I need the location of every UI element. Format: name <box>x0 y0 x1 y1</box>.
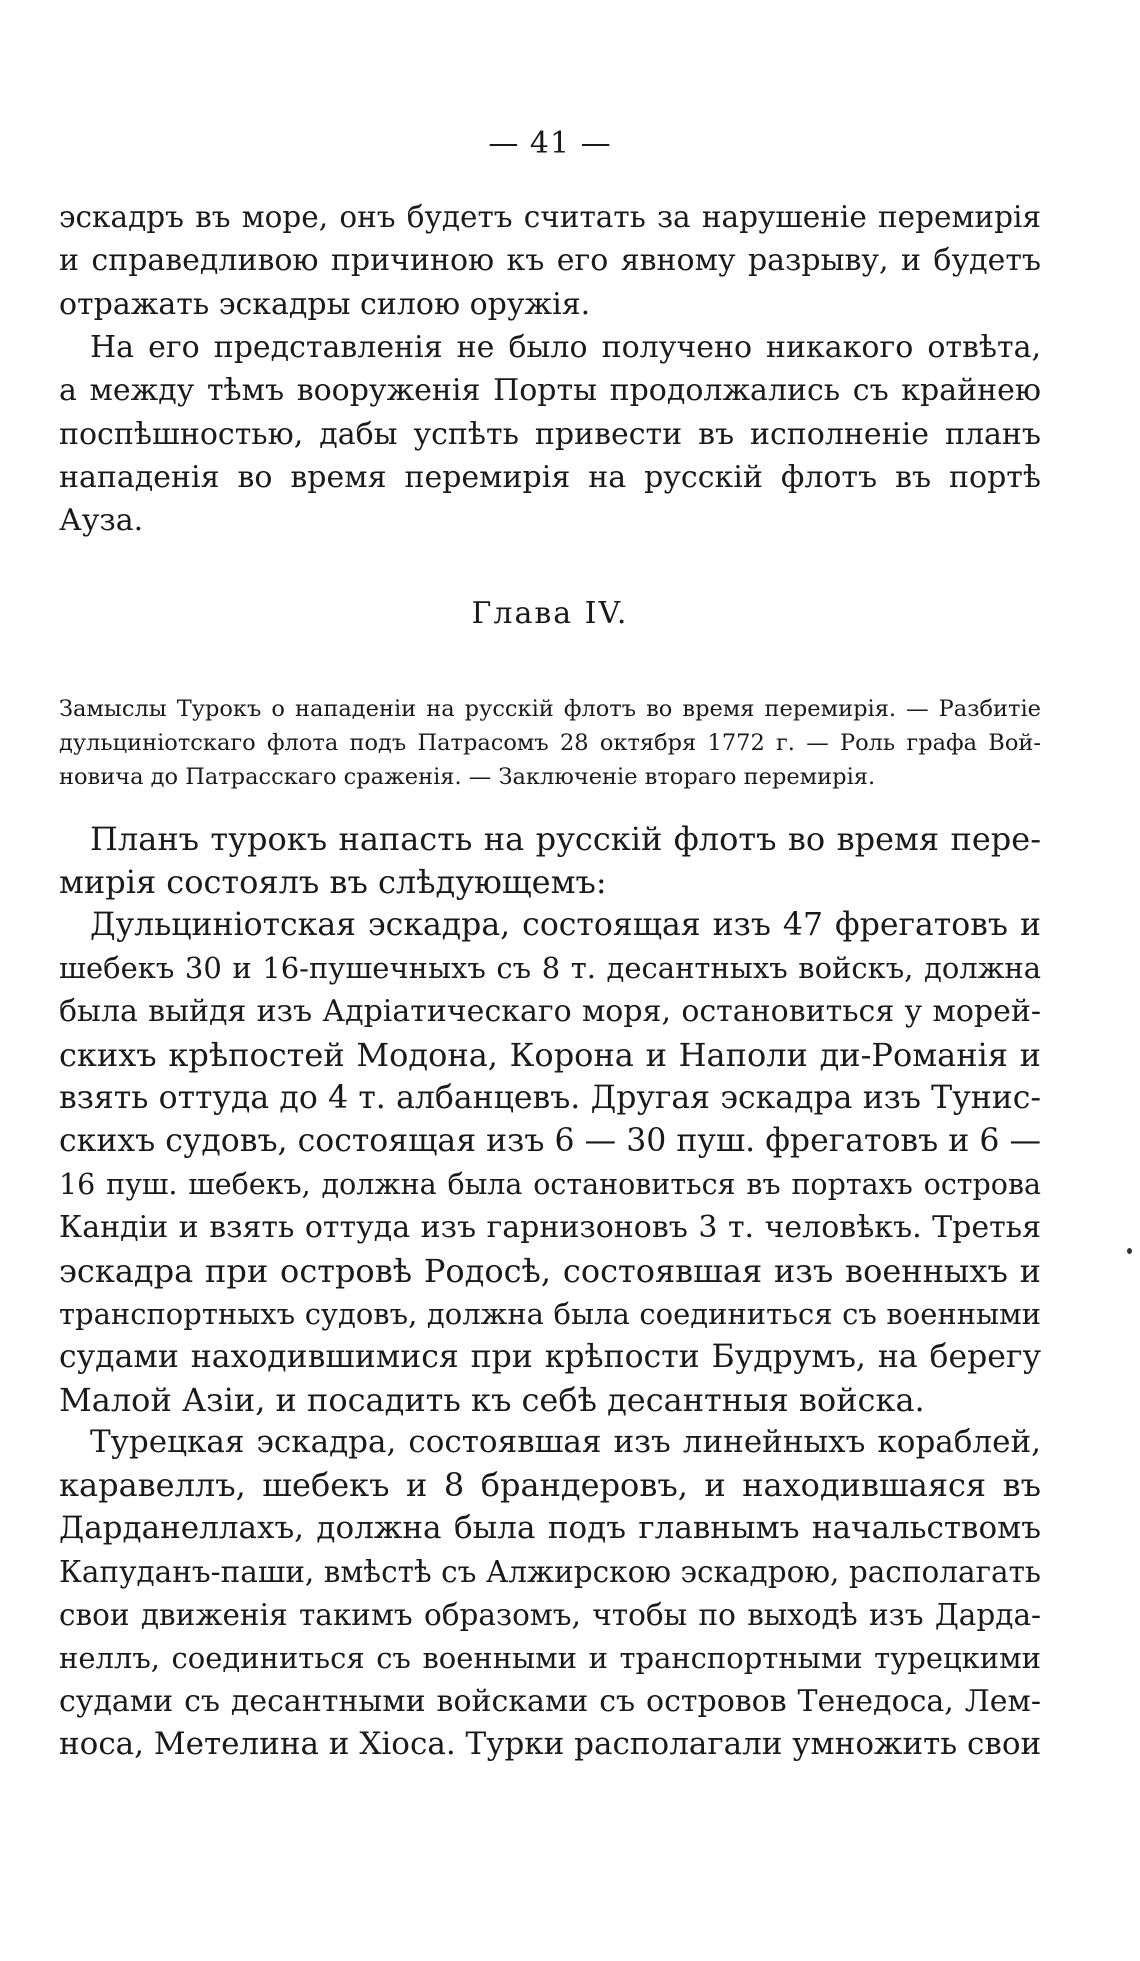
text-line: Кандіи и взять оттуда изъ гарнизоновъ 3 т. человѣкъ. Третья <box>59 1210 1041 1246</box>
text-line: эскадра при островѣ Родосѣ, состоявшая изъ военныхъ и <box>59 1251 1041 1290</box>
text-line: отражать эскадры силою оружія. <box>59 286 591 322</box>
text-line: поспѣшностью, дабы успѣть привести въ исполненіе планъ <box>59 416 1041 452</box>
text-line: Дарданеллахъ, должна была подъ главнымъ начальствомъ <box>59 1510 1041 1547</box>
paragraph <box>59 326 1041 542</box>
summary-line: новича до Патрасскаго сраженія. — Заключеніе втораго перемирія. <box>59 764 876 790</box>
text-line: судами съ десантными войсками съ островов Тенедоса, Лем- <box>59 1684 1041 1720</box>
text-line: 16 пуш. шебекъ, должна была остановиться въ портахъ острова <box>59 1168 1041 1202</box>
text-line: была выйдя изъ Адріатическаго моря, остановиться у морей- <box>59 994 1041 1030</box>
text-line: транспортныхъ судовъ, должна была соединиться съ военными <box>59 1296 1041 1331</box>
text-line: каравеллъ, шебекъ и 8 брандеровъ, и находившаяся въ <box>59 1466 1041 1505</box>
text-line: свои движенія такимъ образомъ, чтобы по выходѣ изъ Дарда- <box>59 1597 1041 1632</box>
chapter-summary <box>59 692 1041 794</box>
text-line: На его представленія не было получено никакого отвѣта, <box>90 330 1041 365</box>
text-line: скихъ судовъ, состоящая изъ 6 — 30 пуш. фрегатовъ и 6 — <box>59 1122 1041 1159</box>
text-line: Ауза. <box>59 503 144 539</box>
paragraph <box>59 904 1041 1422</box>
text-line: и справедливою причиною къ его явному разрыву, и будетъ <box>59 243 1041 279</box>
text-line: нападенія во время перемирія на русскій флотъ въ портѣ <box>59 459 1041 495</box>
text-line: шебекъ 30 и 16-пушечныхъ съ 8 т. десантныхъ войскъ, должна <box>59 951 1041 986</box>
text-line: судами находившимися при крѣпости Будрумъ, на берегу <box>59 1338 1041 1375</box>
text-line: носа, Метелина и Хіоса. Турки располагали умножить свои <box>59 1726 1042 1763</box>
text-line: мирія состоялъ въ слѣдующемъ: <box>59 863 607 902</box>
summary-line: дульциніотскаго флота подъ Патрасомъ 28 октября 1772 г. — Роль графа Вой- <box>59 730 1041 756</box>
paragraph <box>59 818 1041 904</box>
text-line: неллъ, соединиться съ военными и транспортными турецкими <box>59 1640 1041 1675</box>
paragraph <box>59 1421 1041 1767</box>
text-line: Планъ турокъ напасть на русскій флотъ во время пере- <box>90 820 1041 858</box>
text-line: взять оттуда до 4 т. албанцевъ. Другая эскадра изъ Тунис- <box>59 1079 1041 1116</box>
text-line: эскадръ въ море, онъ будетъ считать за нарушеніе перемирія <box>59 200 1041 234</box>
summary-line: Замыслы Турокъ о нападеніи на русскій флотъ во время перемирія. — Разбитіе <box>59 696 1041 722</box>
text-line: Малой Азіи, и посадить къ себѣ десантныя войска. <box>59 1381 925 1420</box>
chapter-title: Глава IV. <box>471 596 629 631</box>
paragraph-continuation <box>59 196 1041 326</box>
text-line: Дульциніотская эскадра, состоящая изъ 47 фрегатовъ и <box>90 907 1041 943</box>
page-number: — 41 — <box>488 126 612 161</box>
text-line: Капуданъ-паши, вмѣстѣ съ Алжирскою эскадрою, располагать <box>59 1554 1041 1589</box>
text-line: Турецкая эскадра, состоявшая изъ линейныхъ кораблей, <box>90 1424 1041 1460</box>
scan-speck <box>1127 1248 1132 1254</box>
text-line: а между тѣмъ вооруженія Порты продолжались съ крайнею <box>59 373 1041 409</box>
text-line: скихъ крѣпостей Модона, Корона и Наполи ди-Романія и <box>59 1035 1041 1074</box>
